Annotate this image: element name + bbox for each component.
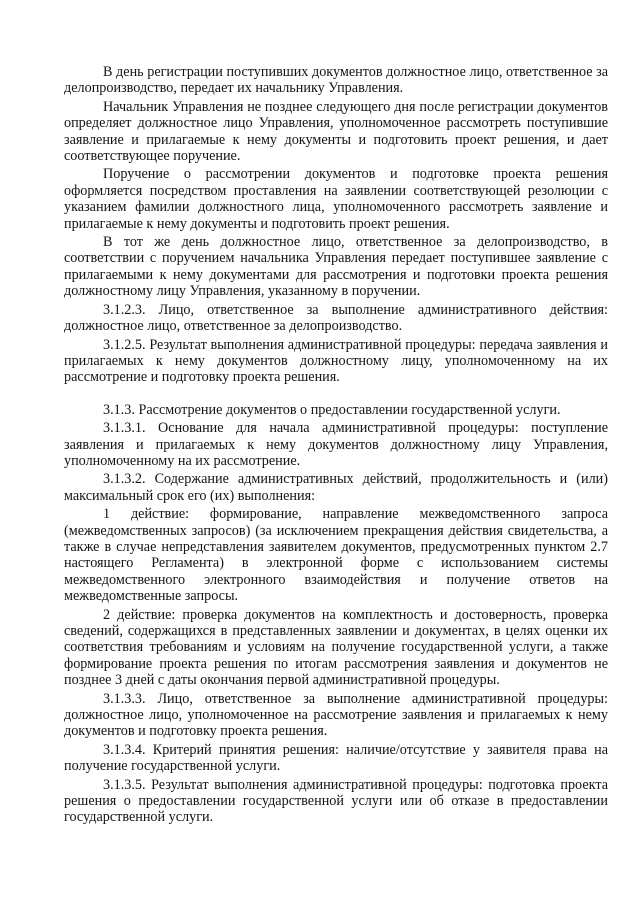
paragraph-order-resolution: Поручение о рассмотрении документов и подготовке проекта решения оформляется посредством проставления на заявлении соответствующей резолюции с указанием фамилии должностного лица, уполномоченного рассмотреть заявление и прилагаемые к нему документы и подготовить проект решения. <box>64 166 608 232</box>
paragraph-action-1: 1 действие: формирование, направление межведомственного запроса (межведомственных запросов) (за исключением прекращения действия свидетельства, а также в случае непредставления заявителем документов, предусмотренных пунктом 2.7 настоящего Регламента) в электронной форме с использованием системы межведомственного электронного взаимодействия и получение ответов на межведомственные запросы. <box>64 506 608 605</box>
section-heading-3-1-3: 3.1.3. Рассмотрение документов о предоставлении государственной услуги. <box>103 401 561 418</box>
paragraph-registration-day: В день регистрации поступивших документов должностное лицо, ответственное за делопроизводство, передает их начальнику Управления. <box>64 64 608 97</box>
paragraph-3-1-3-4: 3.1.3.4. Критерий принятия решения: наличие/отсутствие у заявителя права на получение государственной услуги. <box>64 741 608 775</box>
paragraph-action-2: 2 действие: проверка документов на комплектность и достоверность, проверка сведений, содержащихся в представленных заявлении и документах, в целях оценки их соответствия требованиям и условиям на получение государственной услуги, а также формирование проекта решения по итогам рассмотрения заявления и документов не позднее 3 дней с даты окончания первой административной процедуры. <box>64 606 608 689</box>
paragraph-3-1-3-2: 3.1.3.2. Содержание административных действий, продолжительность и (или) максимальный срок его (их) выполнения: <box>64 471 608 504</box>
paragraph-3-1-3-3: 3.1.3.3. Лицо, ответственное за выполнение административной процедуры: должностное лицо, уполномоченное на рассмотрение заявления и прилагаемых к нему документов и подготовку проекта решения. <box>64 690 608 740</box>
paragraph-3-1-2-5: 3.1.2.5. Результат выполнения административной процедуры: передача заявления и прилагаемых к нему документов должностному лицу, уполномоченному на их рассмотрение и подготовку проекта решения. <box>64 336 608 386</box>
paragraph-same-day-transfer: В тот же день должностное лицо, ответственное за делопроизводство, в соответствии с поручением начальника Управления передает поступившее заявление с прилагаемыми к нему документами для рассмотрения и подготовки проекта решения должностному лицу Управления, указанному в поручении. <box>64 234 608 300</box>
paragraph-head-assigns: Начальник Управления не позднее следующего дня после регистрации документов определяет должностное лицо Управления, уполномоченное рассмотреть поступившие заявление и прилагаемые к нему документы и подготовить проект решения, и дает соответствующее поручение. <box>64 98 608 165</box>
paragraph-3-1-3-1: 3.1.3.1. Основание для начала административной процедуры: поступление заявления и прилагаемых к нему документов должностному лицу Управления, уполномоченному на их рассмотрение. <box>64 420 608 469</box>
paragraph-3-1-3-5: 3.1.3.5. Результат выполнения административной процедуры: подготовка проекта решения о предоставлении государственной услуги или об отказе в предоставлении государственной услуги. <box>64 776 608 826</box>
paragraph-3-1-2-3: 3.1.2.3. Лицо, ответственное за выполнение административного действия: должностное лицо, ответственное за делопроизводство. <box>64 301 608 335</box>
